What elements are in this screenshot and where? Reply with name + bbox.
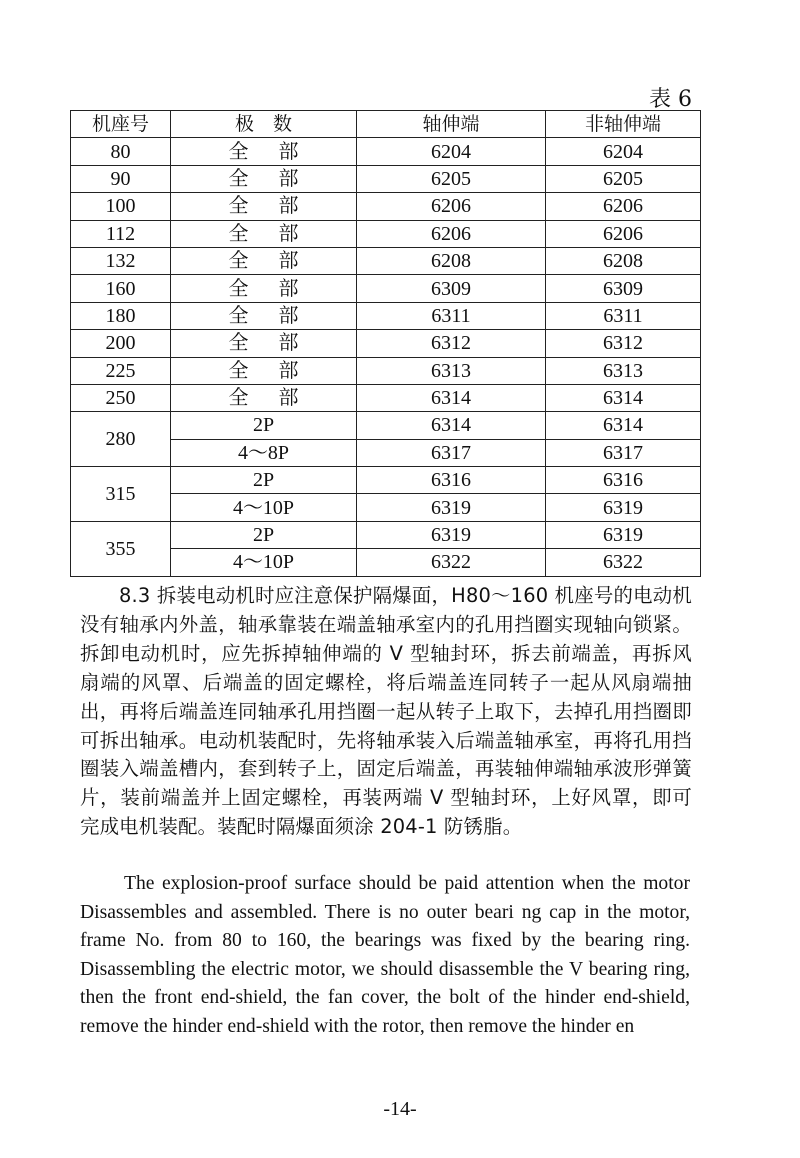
- frame-no-cell: 355: [71, 521, 171, 576]
- table-row: [71, 467, 701, 494]
- chinese-paragraph: 8.3 拆装电动机时应注意保护隔爆面，H80～160 机座号的电动机没有轴承内外盖，轴承靠装在端盖轴承室内的孔用挡圈实现轴向锁紧。拆卸电动机时，应先拆掉轴伸端的 V 型轴封环，拆去前端盖，再拆风扇端的风罩、后端盖的固定螺栓，将后端盖连同转子一起从风扇端抽出，再将后端盖连同轴承孔用挡圈一起从转子上取下，去掉孔用挡圈即可拆出轴承。电动机装配时，先将轴承装入后端盖轴承室，再将孔用挡圈装入端盖槽内，套到转子上，固定后端盖，再装轴伸端轴承波形弹簧片，装前端盖并上固定螺栓，再装两端 V 型轴封环，上好风罩，即可完成电机装配。装配时隔爆面须涂 204-1 防锈脂。: [80, 584, 692, 839]
- shaft-end-bearing-cell: 6204: [357, 138, 546, 165]
- bearing-table: [70, 110, 701, 577]
- shaft-end-bearing-cell: 6319: [357, 494, 546, 521]
- non-shaft-end-bearing-cell: 6312: [546, 330, 701, 357]
- poles-all-char: 部: [278, 195, 299, 218]
- non-shaft-end-bearing-cell: 6313: [546, 357, 701, 384]
- frame-no-cell: 180: [71, 302, 171, 329]
- poles-all-char: 部: [278, 387, 299, 410]
- poles-all-char: 部: [278, 167, 299, 190]
- poles-cell: [171, 138, 357, 165]
- non-shaft-end-bearing-cell: 6206: [546, 193, 701, 220]
- shaft-end-bearing-cell: 6311: [357, 302, 546, 329]
- poles-all-char: 全: [228, 359, 249, 382]
- poles-all-char: 全: [228, 387, 249, 410]
- poles-cell: 2P: [171, 467, 357, 494]
- poles-all-char: 全: [228, 304, 249, 327]
- shaft-end-bearing-cell: 6208: [357, 247, 546, 274]
- table-row: [71, 302, 701, 329]
- table-row: [71, 275, 701, 302]
- table-row: [71, 357, 701, 384]
- non-shaft-end-bearing-cell: 6316: [546, 467, 701, 494]
- frame-no-cell: 315: [71, 467, 171, 522]
- header-non-shaft-end: 非轴伸端: [546, 111, 701, 138]
- shaft-end-bearing-cell: 6206: [357, 193, 546, 220]
- frame-no-cell: 225: [71, 357, 171, 384]
- poles-cell: [171, 220, 357, 247]
- page-number: -14-: [383, 1098, 417, 1120]
- frame-no-cell: 90: [71, 165, 171, 192]
- poles-all-char: 全: [228, 332, 249, 355]
- table-caption: 表 6: [649, 87, 692, 112]
- poles-cell: 4～8P: [171, 439, 357, 466]
- shaft-end-bearing-cell: 6314: [357, 384, 546, 411]
- poles-all-char: 全: [228, 277, 249, 300]
- table-row: [71, 220, 701, 247]
- non-shaft-end-bearing-cell: 6311: [546, 302, 701, 329]
- header-frame-no: 机座号: [71, 111, 171, 138]
- poles-all-char: 全: [228, 250, 249, 273]
- non-shaft-end-bearing-cell: 6206: [546, 220, 701, 247]
- non-shaft-end-bearing-cell: 6314: [546, 384, 701, 411]
- poles-all-char: 全: [228, 167, 249, 190]
- table-row: [71, 521, 701, 548]
- header-poles: 极 数: [171, 111, 357, 138]
- non-shaft-end-bearing-cell: 6204: [546, 138, 701, 165]
- shaft-end-bearing-cell: 6312: [357, 330, 546, 357]
- poles-all-char: 部: [278, 140, 299, 163]
- table-row: [71, 412, 701, 439]
- header-shaft-end: 轴伸端: [357, 111, 546, 138]
- shaft-end-bearing-cell: 6319: [357, 521, 546, 548]
- shaft-end-bearing-cell: 6313: [357, 357, 546, 384]
- non-shaft-end-bearing-cell: 6208: [546, 247, 701, 274]
- table-row: [71, 247, 701, 274]
- frame-no-cell: 250: [71, 384, 171, 411]
- non-shaft-end-bearing-cell: 6319: [546, 494, 701, 521]
- frame-no-cell: 132: [71, 247, 171, 274]
- frame-no-cell: 160: [71, 275, 171, 302]
- poles-cell: 2P: [171, 521, 357, 548]
- poles-all-char: 部: [278, 222, 299, 245]
- poles-all-char: 部: [278, 332, 299, 355]
- shaft-end-bearing-cell: 6322: [357, 549, 546, 576]
- table-row: [71, 138, 701, 165]
- shaft-end-bearing-cell: 6205: [357, 165, 546, 192]
- poles-all-char: 部: [278, 304, 299, 327]
- poles-all-char: 部: [278, 359, 299, 382]
- shaft-end-bearing-cell: 6317: [357, 439, 546, 466]
- poles-all-char: 全: [228, 195, 249, 218]
- frame-no-cell: 112: [71, 220, 171, 247]
- poles-cell: 4～10P: [171, 549, 357, 576]
- english-paragraph: The explosion-proof surface should be paid attention when the motor Disassembles and assembled. There is no outer beari ng cap in the motor, frame No. from 80 to 160, the bearings was fixed by the bearing ring. Disassembling the electric motor, we should disassemble the V bearing ring, then the front end-shield, the fan cover, the bolt of the hinder end-shield, remove the hinder end-shield with the rotor, then remove the hinder en: [80, 873, 690, 1037]
- frame-no-cell: 80: [71, 138, 171, 165]
- poles-cell: [171, 193, 357, 220]
- non-shaft-end-bearing-cell: 6322: [546, 549, 701, 576]
- shaft-end-bearing-cell: 6206: [357, 220, 546, 247]
- poles-cell: [171, 302, 357, 329]
- table-row: [71, 384, 701, 411]
- table-row: [71, 165, 701, 192]
- poles-cell: [171, 384, 357, 411]
- table-row: [71, 330, 701, 357]
- shaft-end-bearing-cell: 6314: [357, 412, 546, 439]
- poles-cell: 4～10P: [171, 494, 357, 521]
- poles-all-char: 部: [278, 277, 299, 300]
- non-shaft-end-bearing-cell: 6314: [546, 412, 701, 439]
- poles-all-char: 全: [228, 140, 249, 163]
- poles-cell: 2P: [171, 412, 357, 439]
- poles-all-char: 部: [278, 250, 299, 273]
- poles-cell: [171, 247, 357, 274]
- non-shaft-end-bearing-cell: 6309: [546, 275, 701, 302]
- poles-cell: [171, 275, 357, 302]
- frame-no-cell: 200: [71, 330, 171, 357]
- poles-cell: [171, 165, 357, 192]
- non-shaft-end-bearing-cell: 6205: [546, 165, 701, 192]
- frame-no-cell: 100: [71, 193, 171, 220]
- shaft-end-bearing-cell: 6316: [357, 467, 546, 494]
- poles-cell: [171, 330, 357, 357]
- table-header-row: [71, 111, 701, 138]
- poles-cell: [171, 357, 357, 384]
- non-shaft-end-bearing-cell: 6317: [546, 439, 701, 466]
- shaft-end-bearing-cell: 6309: [357, 275, 546, 302]
- frame-no-cell: 280: [71, 412, 171, 467]
- non-shaft-end-bearing-cell: 6319: [546, 521, 701, 548]
- table-row: [71, 193, 701, 220]
- poles-all-char: 全: [228, 222, 249, 245]
